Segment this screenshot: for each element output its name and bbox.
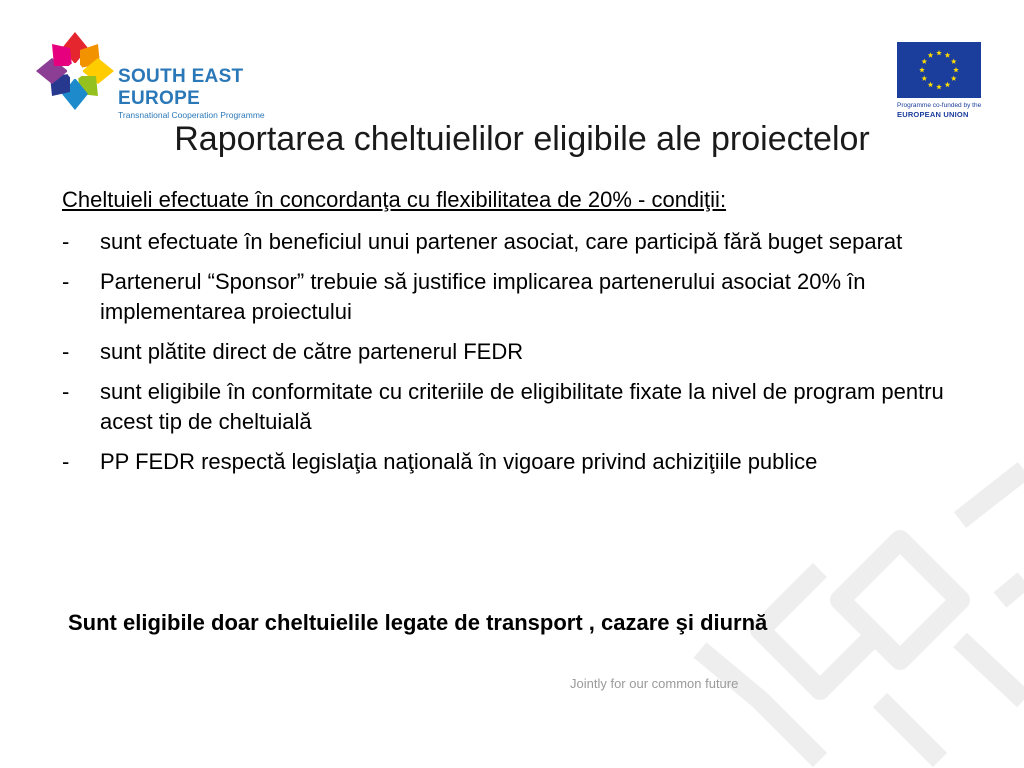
closing-statement: Sunt eligibile doar cheltuielile legate de transport , cazare şi diurnă	[68, 610, 768, 635]
bullet-text: sunt plătite direct de către partenerul FEDR	[100, 339, 524, 364]
list-item	[62, 447, 952, 477]
bullet-list	[62, 227, 952, 487]
eu-caption-2: EUROPEAN UNION	[897, 110, 969, 119]
bullet-marker: -	[62, 449, 70, 474]
footer-slogan: Jointly for our common future	[570, 676, 739, 691]
list-item	[62, 267, 952, 327]
eu-caption-1: Programme co-funded by the	[897, 102, 982, 109]
logo-line-2: EUROPE	[118, 88, 201, 109]
bullet-text: Partenerul “Sponsor” trebuie să justifice implicarea partenerului asociat 20% în implementarea proiectului	[100, 269, 866, 324]
list-item	[62, 227, 952, 257]
bullet-text: sunt eligibile în conformitate cu criteriile de eligibilitate fixate la nivel de program pentru acest tip de cheltuială	[100, 379, 944, 434]
bullet-text: PP FEDR respectă legislaţia naţională în vigoare privind achiziţiile publice	[100, 449, 818, 474]
bullet-text: sunt efectuate în beneficiul unui partener asociat, care participă fără buget separat	[100, 229, 903, 254]
slide-subtitle: Cheltuieli efectuate în concordanţa cu flexibilitatea de 20% - condiţii:	[62, 187, 727, 212]
bullet-marker: -	[62, 229, 70, 254]
bullet-marker: -	[62, 379, 70, 404]
star-flower-icon	[34, 30, 116, 112]
slide-title: Raportarea cheltuielilor eligibile ale proiectelor	[174, 120, 870, 158]
eu-logo	[897, 42, 985, 122]
eu-flag-icon	[897, 42, 981, 98]
logo-line-3: Transnational Cooperation Programme	[118, 110, 265, 120]
bullet-marker: -	[62, 339, 70, 364]
bullet-marker: -	[62, 269, 70, 294]
logo-line-1: SOUTH EAST	[118, 66, 244, 87]
list-item	[62, 337, 952, 367]
see-logo	[34, 30, 274, 122]
list-item	[62, 377, 952, 437]
